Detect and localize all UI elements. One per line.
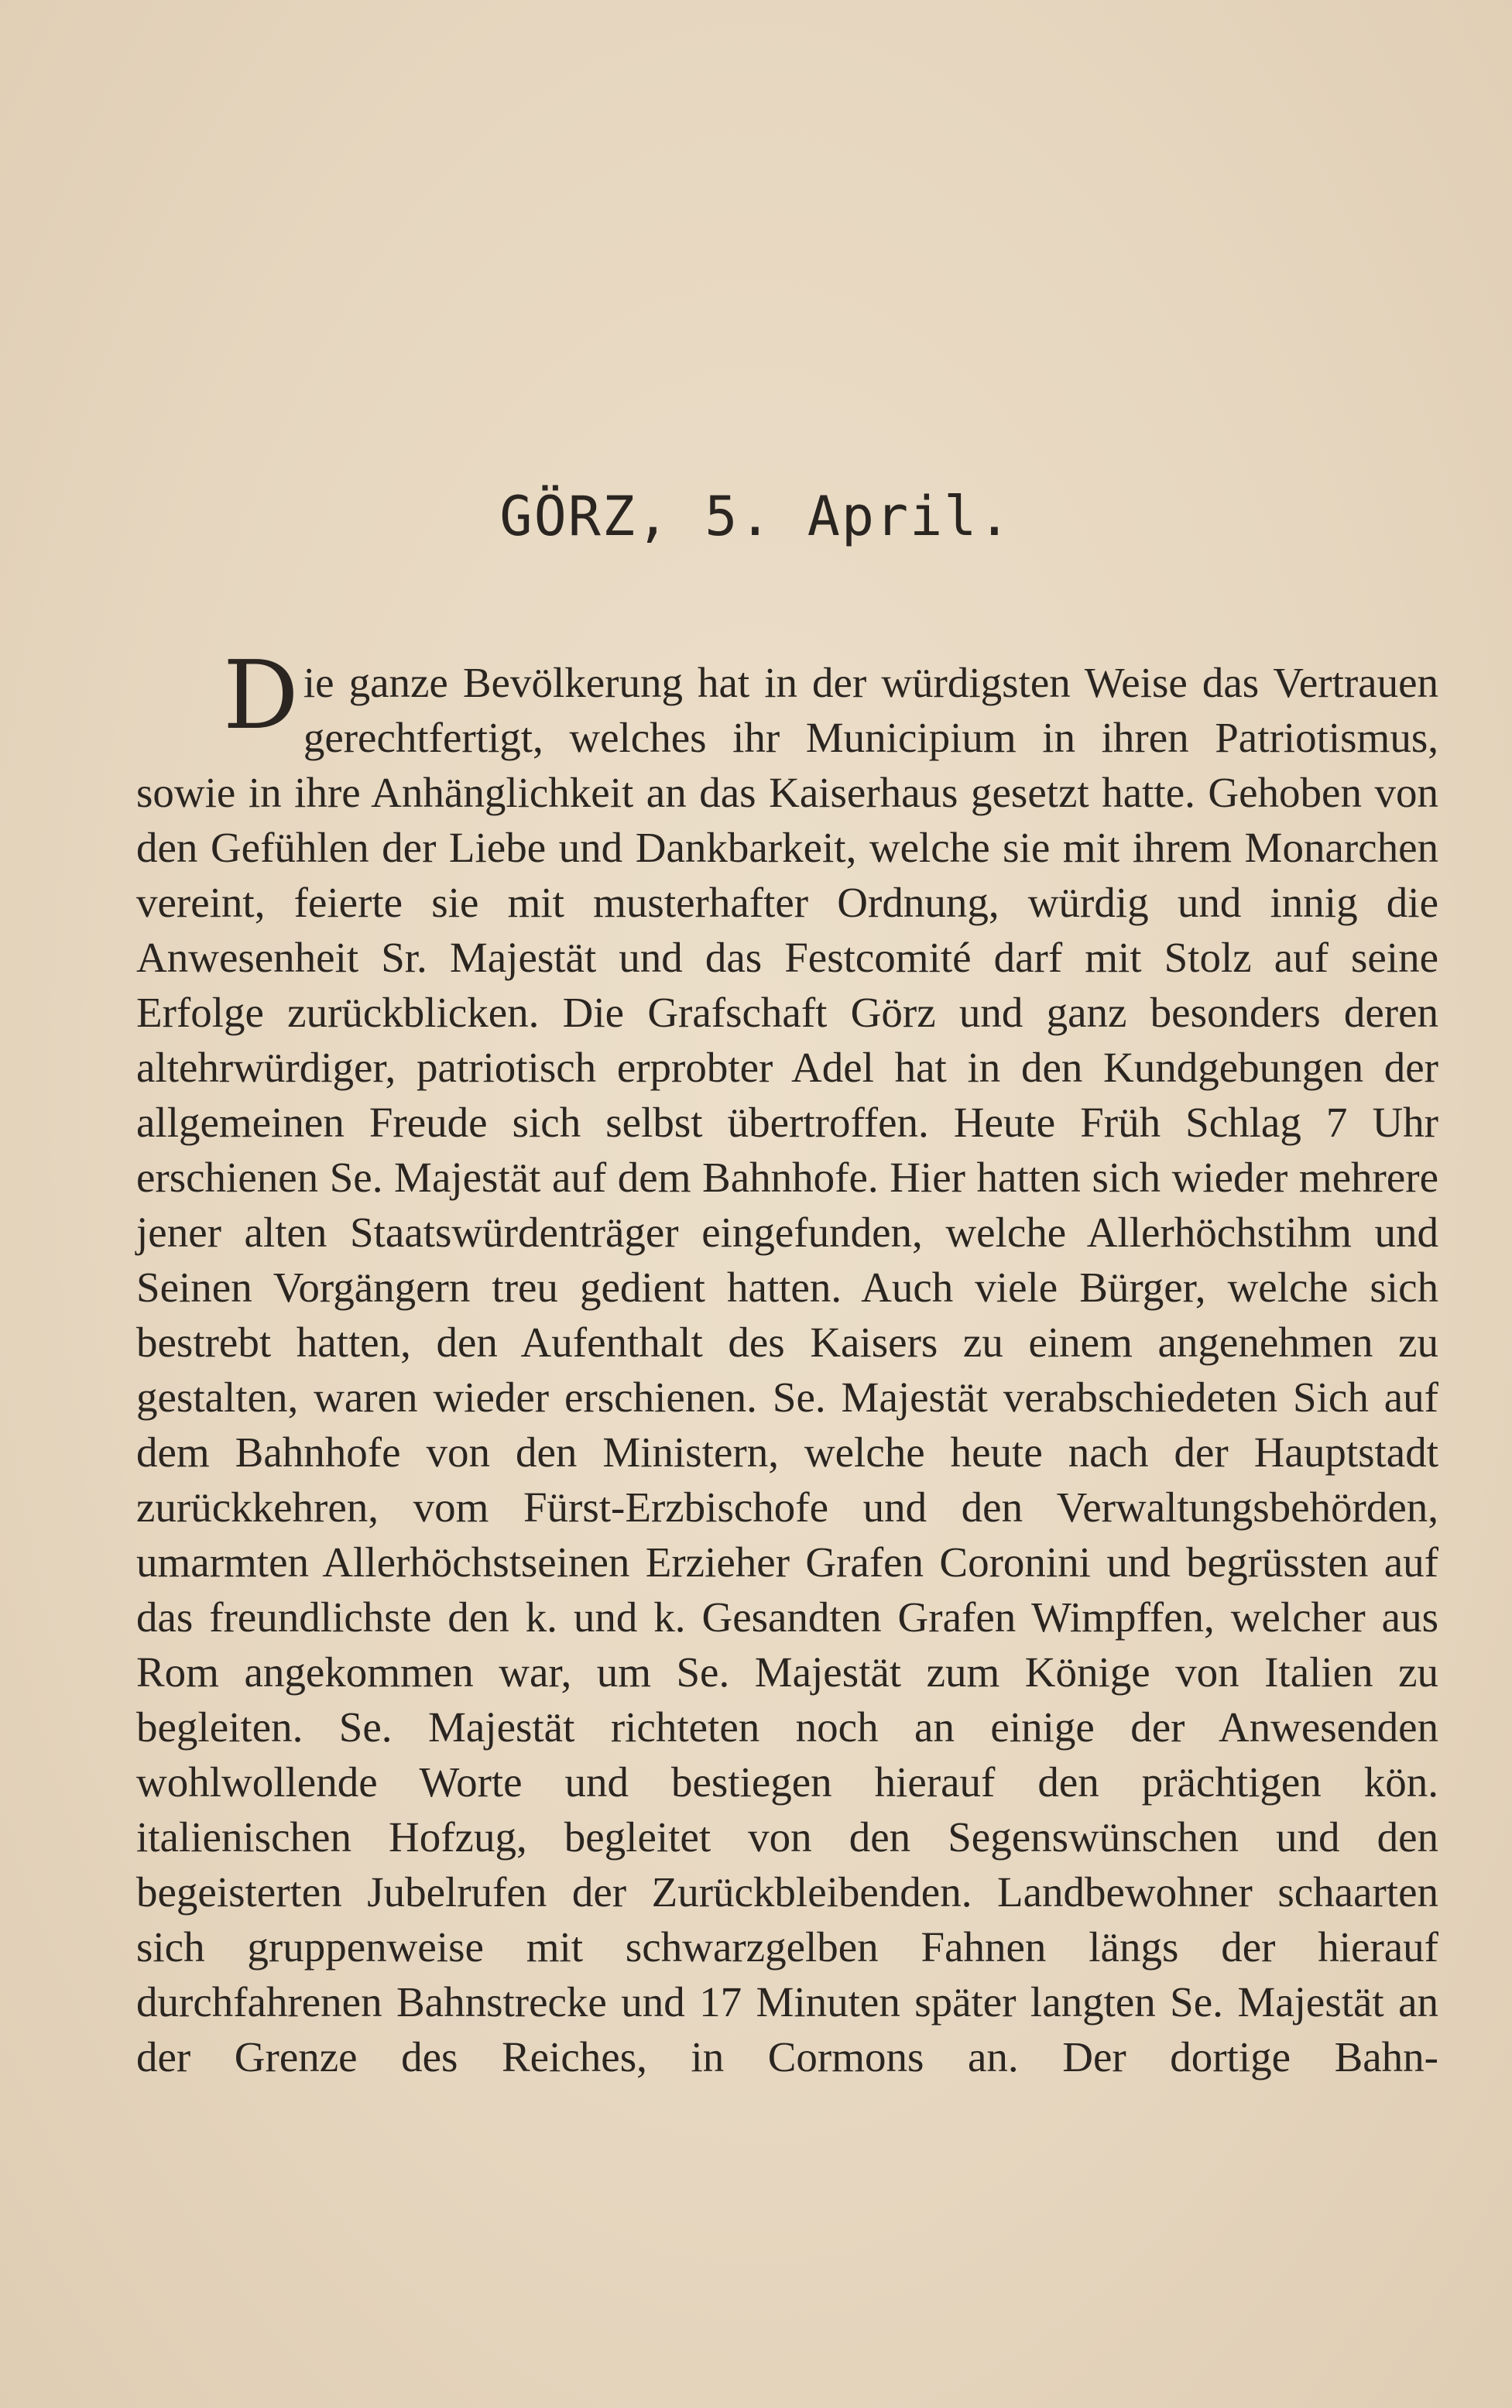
- drop-cap: D: [223, 640, 299, 750]
- body-paragraph: [136, 640, 1438, 2084]
- body-text: ie ganze Bevölkerung hat in der würdigsten Weise das Vertrauen gerechtfertigt, welches ihr Municipium in ihren Patriotismus, sowie in ihre Anhänglichkeit an das Kaiserhaus gesetzt hatte. Gehoben von den Gefühlen der Liebe und Dankbarkeit, welche sie mit ihrem Monarchen vereint, feierte sie mit musterhafter Ordnung, würdig und innig die Anwesenheit Sr. Majestät und das Festcomité darf mit Stolz auf seine Erfolge zurückblicken. Die Grafschaft Görz und ganz besonders deren altehrwürdiger, patriotisch erprobter Adel hat in den Kundgebungen der allgemeinen Freude sich selbst übertroffen. Heute Früh Schlag 7 Uhr erschienen Se. Majestät auf dem Bahnhofe. Hier hatten sich wieder mehrere jener alten Staatswürdenträger eingefunden, welche Allerhöchstihm und Seinen Vorgängern treu gedient hatten. Auch viele Bürger, welche sich bestrebt hatten, den Aufenthalt des Kaisers zu einem angenehmen zu gestalten, waren wieder erschienen. Se. Majestät verabschiedeten Sich auf dem Bahnhofe von den Ministern, welche heute nach der Hauptstadt zurückkehren, vom Fürst-Erzbischofe und den Verwaltungsbehörden, umarmten Allerhöchstseinen Erzieher Grafen Coronini und begrüssten auf das freundlichste den k. und k. Gesandten Grafen Wimpffen, welcher aus Rom angekommen war, um Se. Majestät zum Könige von Italien zu begleiten. Se. Majestät richteten noch an einige der Anwesenden wohlwollende Worte und bestiegen hierauf den prächtigen kön. italienischen Hofzug, begleitet von den Segenswünschen und den begeisterten Jubelrufen der Zurückbleibenden. Landbewohner schaarten sich gruppenweise mit schwarzgelben Fahnen längs der hierauf durchfahrenen Bahnstrecke und 17 Minuten später langten Se. Majestät an der Grenze des Reiches, in Cormons an. Der dortige Bahn-: [136, 659, 1438, 2080]
- show-through-texture: [139, 132, 1455, 488]
- page-heading: GÖRZ, 5. April.: [499, 485, 1013, 548]
